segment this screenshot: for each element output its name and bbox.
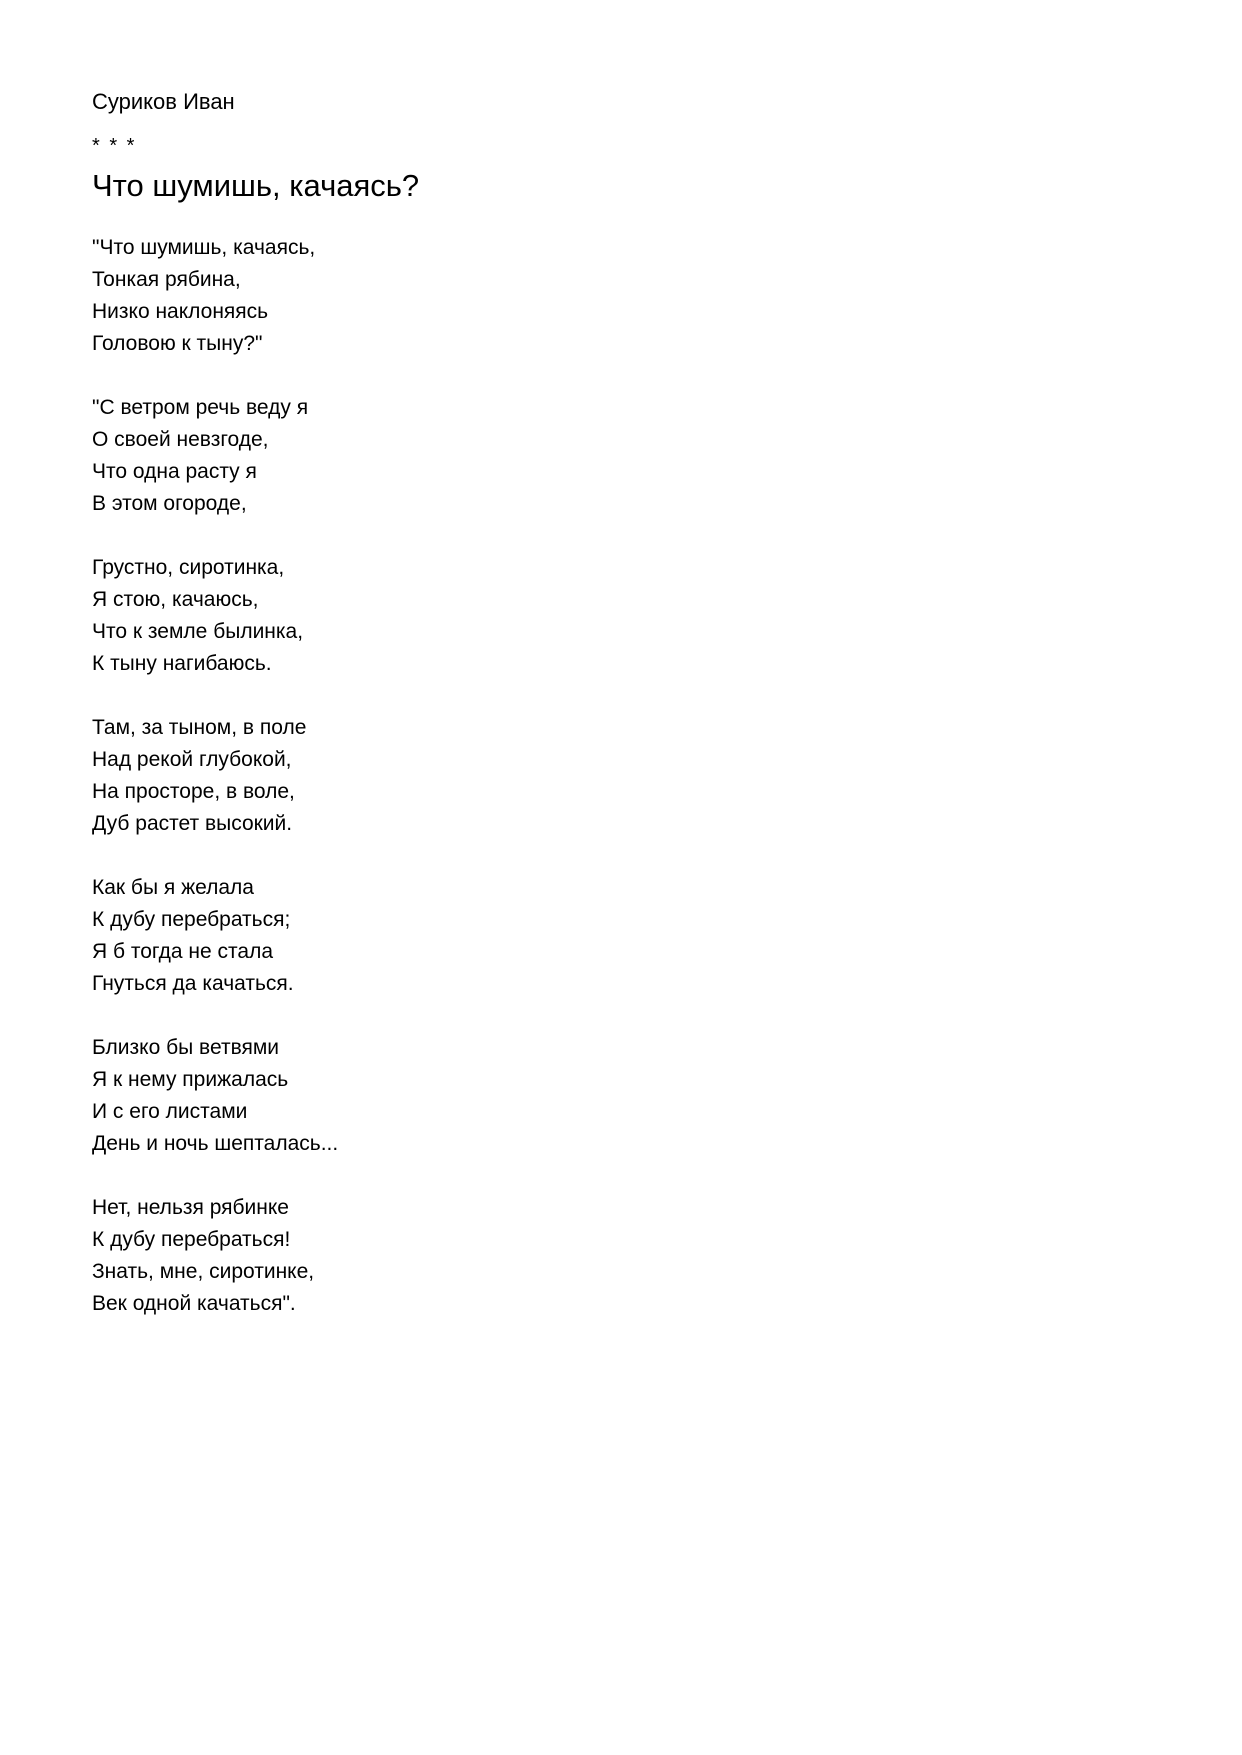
poem-line: Над рекой глубокой,: [92, 748, 292, 771]
section-separator: * * *: [92, 135, 137, 157]
poem-line: День и ночь шепталась...: [92, 1132, 339, 1155]
stanza-2: [92, 392, 1092, 520]
document-content: [92, 86, 1092, 1352]
poem-line: Близко бы ветвями: [92, 1036, 280, 1059]
poem-line: Дуб растет высокий.: [92, 812, 293, 835]
poem-line: Я б тогда не стала: [92, 940, 274, 963]
poem-line: Что к земле былинка,: [92, 620, 304, 643]
stanza-6: [92, 1032, 1092, 1160]
poem-line: И с его листами: [92, 1100, 248, 1123]
poem-line: Я стою, качаюсь,: [92, 588, 259, 611]
poem-line: Знать, мне, сиротинке,: [92, 1260, 315, 1283]
poem-line: На просторе, в воле,: [92, 780, 295, 803]
stanza-4: [92, 712, 1092, 840]
poem-line: Я к нему прижалась: [92, 1068, 289, 1091]
stanza-7: [92, 1192, 1092, 1320]
poem-line: "Что шумишь, качаясь,: [92, 236, 316, 259]
poem-line: Низко наклоняясь: [92, 300, 269, 323]
poem-line: Гнуться да качаться.: [92, 972, 294, 995]
poem-line: Грустно, сиротинка,: [92, 556, 285, 579]
poem-line: Что одна расту я: [92, 460, 257, 483]
poem-line: В этом огороде,: [92, 492, 247, 515]
poem-line: Головою к тыну?": [92, 332, 263, 355]
stanza-5: [92, 872, 1092, 1000]
stanza-3: [92, 552, 1092, 680]
poem-line: Тонкая рябина,: [92, 268, 241, 291]
poem-line: К тыну нагибаюсь.: [92, 652, 272, 675]
author-name: Суриков Иван: [92, 89, 235, 114]
poem-line: О своей невзгоде,: [92, 428, 269, 451]
poem-line: К дубу перебраться!: [92, 1228, 291, 1251]
poem-line: Там, за тыном, в поле: [92, 716, 307, 739]
poem-line: "С ветром речь веду я: [92, 396, 309, 419]
poem-line: Нет, нельзя рябинке: [92, 1196, 289, 1219]
poem-line: Век одной качаться".: [92, 1292, 296, 1315]
poem-title: Что шумишь, качаясь?: [92, 168, 420, 203]
poem-body: [92, 232, 1092, 1320]
poem-line: Как бы я желала: [92, 876, 254, 899]
stanza-1: [92, 232, 1092, 360]
poem-line: К дубу перебраться;: [92, 908, 291, 931]
